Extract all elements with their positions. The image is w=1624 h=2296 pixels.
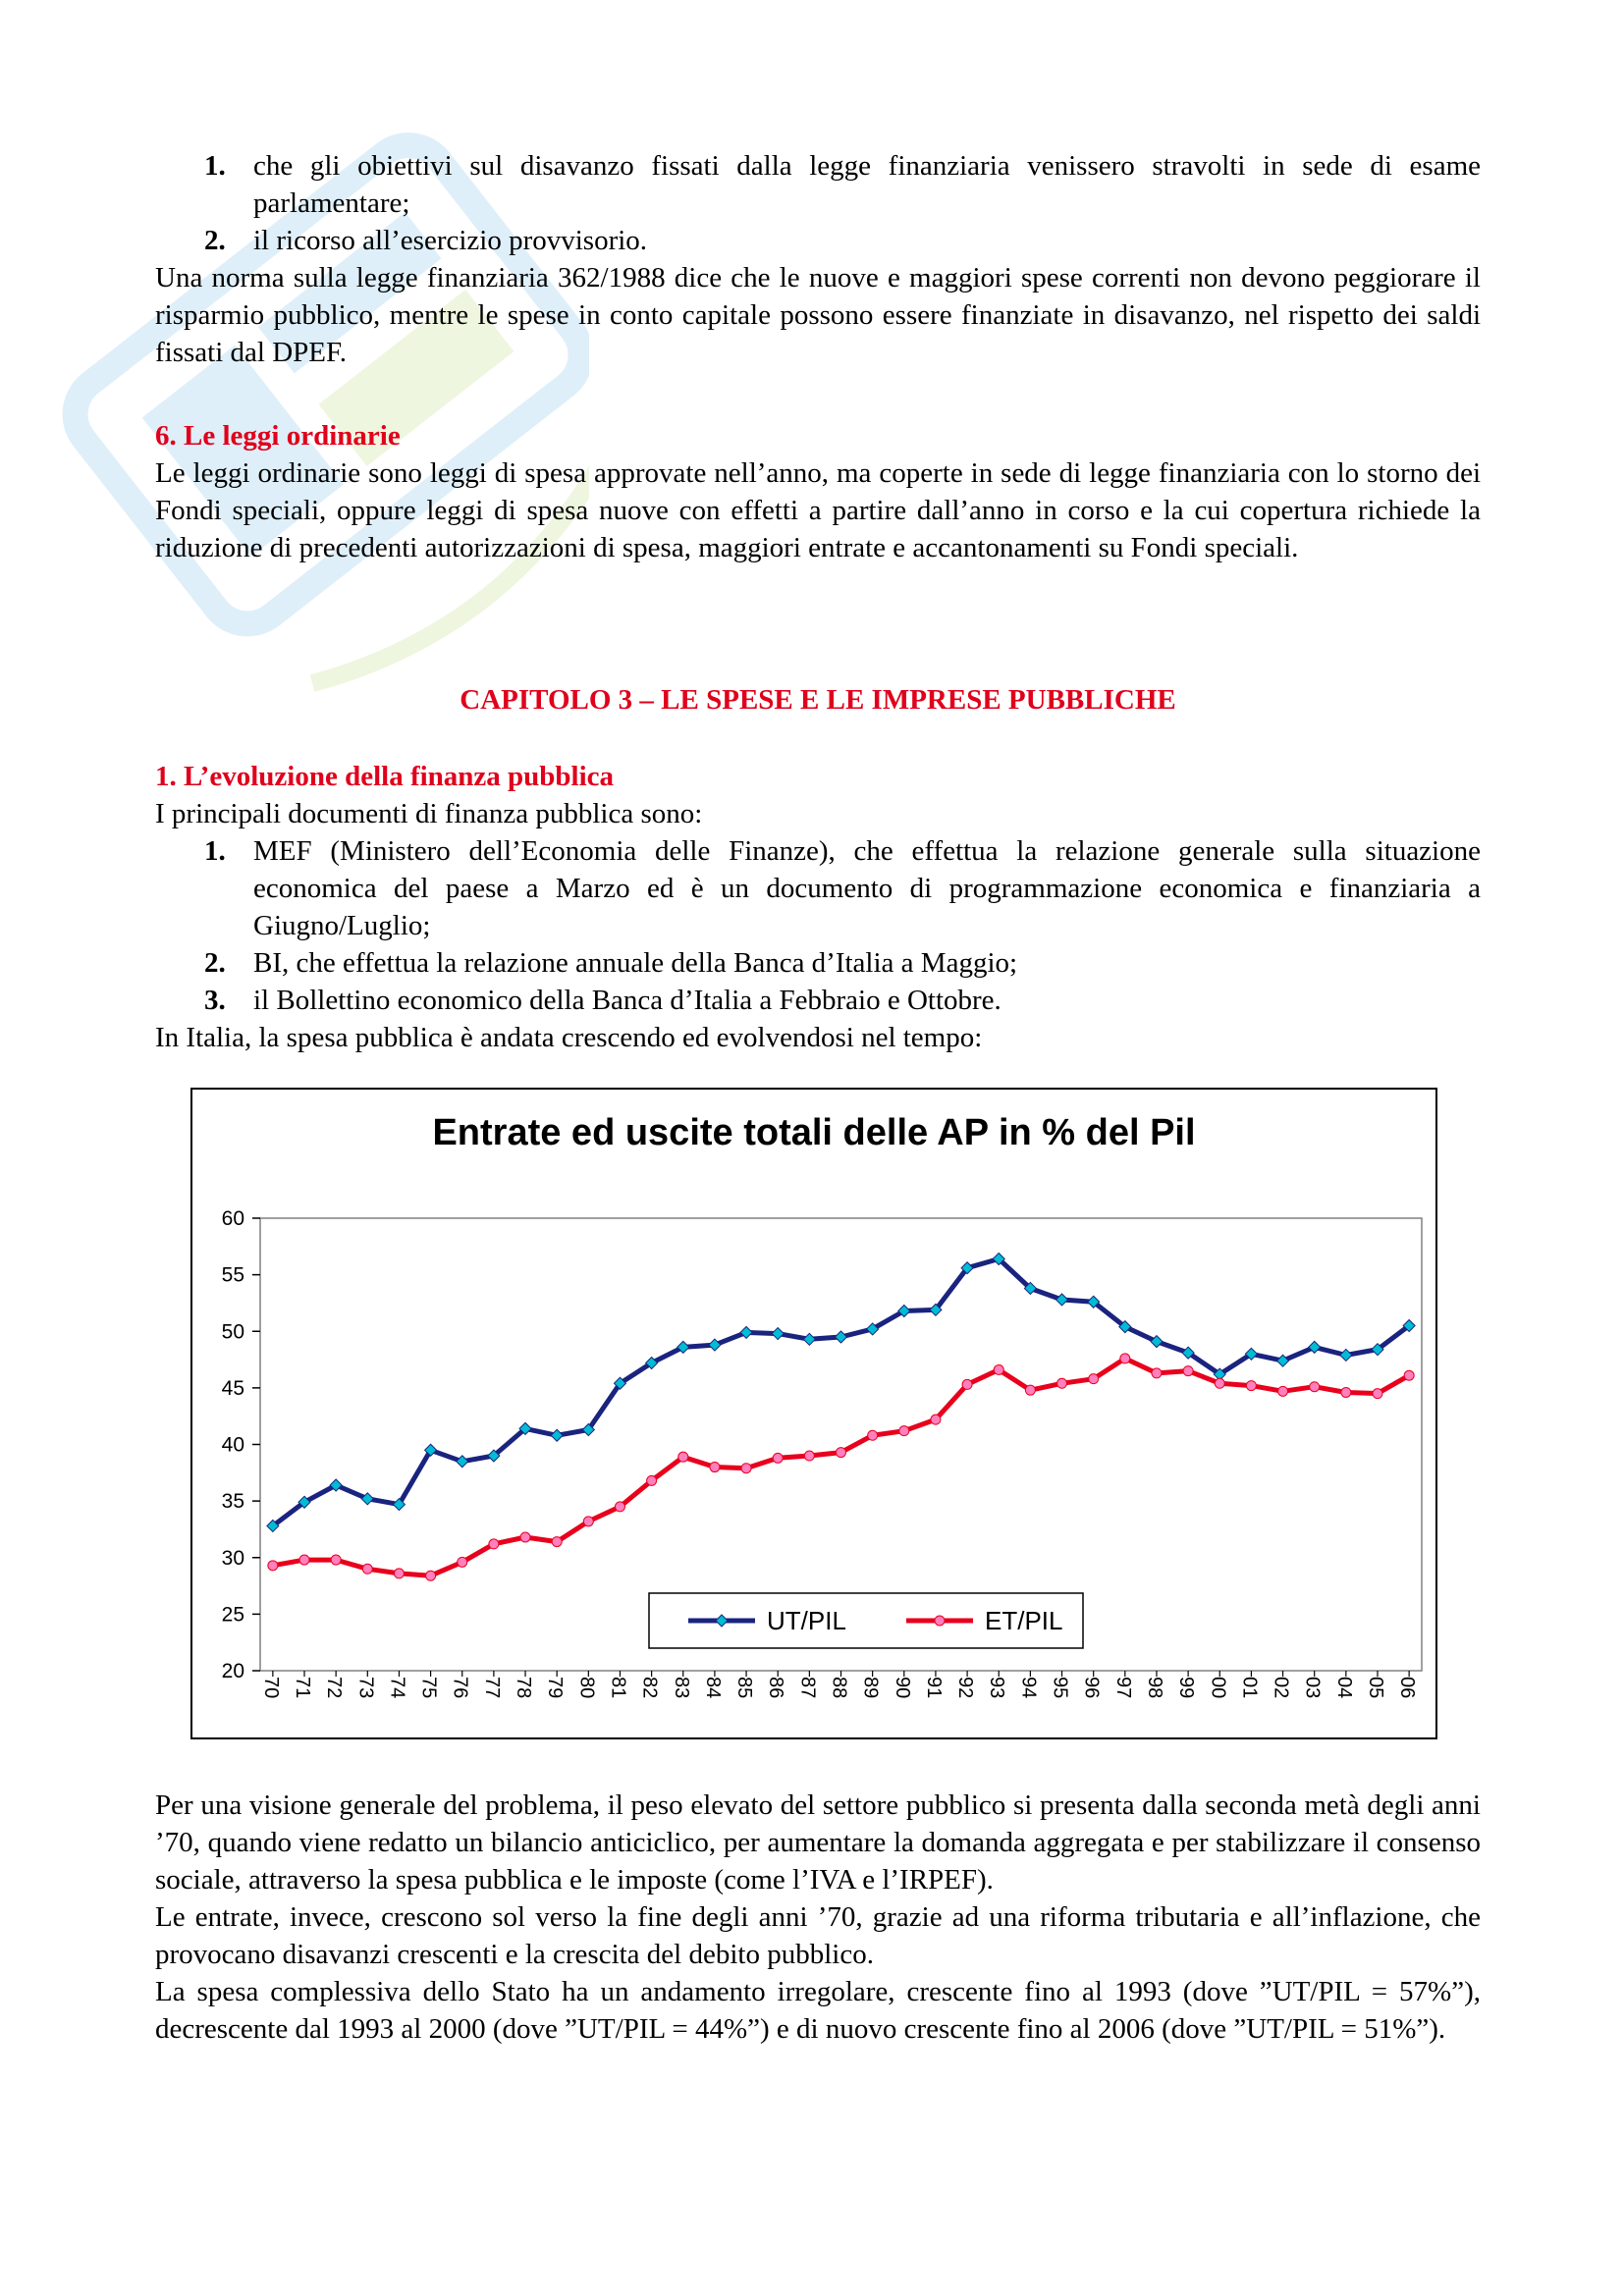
data-point-et-pil xyxy=(962,1379,972,1389)
x-tick-label: 71 xyxy=(292,1677,314,1699)
closing-paragraph: Per una visione generale del problema, il peso elevato del settore pubblico si presenta dalla seconda metà degli anni ’70, quando viene redatto un bilancio anticiclico, per aumentare la domanda aggregata e per stabilizzare il consenso sociale, attraverso la spesa pubblica e le imposte (come l’IVA e l’IRPEF). xyxy=(155,1789,1481,1896)
list-item xyxy=(155,222,1481,259)
x-tick-label: 87 xyxy=(796,1677,819,1699)
data-point-et-pil xyxy=(931,1415,941,1424)
closing-paragraph: La spesa complessiva dello Stato ha un andamento irregolare, crescente fino al 1993 (dove ”UT/PIL = 57%”), decrescente dal 1993 al 2000 (dove ”UT/PIL = 44%”) e di nuovo crescente fino al 2006 (dove ”UT/PIL = 51%”). xyxy=(155,1976,1481,2045)
x-tick-label: 77 xyxy=(480,1677,503,1699)
data-point-et-pil xyxy=(837,1448,846,1458)
series-line-ut-pil xyxy=(273,1259,1409,1526)
legend-label: ET/PIL xyxy=(985,1606,1063,1635)
data-point-et-pil xyxy=(268,1561,278,1571)
list-number: 2. xyxy=(204,947,226,979)
data-point-et-pil xyxy=(773,1453,783,1463)
x-tick-label: 01 xyxy=(1238,1677,1261,1699)
x-tick-label: 03 xyxy=(1301,1677,1324,1699)
x-tick-label: 83 xyxy=(670,1677,692,1699)
section-evoluzione xyxy=(155,758,1481,1056)
section-leggi-ordinarie xyxy=(155,417,1481,566)
data-point-et-pil xyxy=(1057,1378,1067,1388)
x-tick-label: 80 xyxy=(575,1677,598,1699)
list-item xyxy=(155,147,1481,222)
data-point-et-pil xyxy=(426,1571,436,1580)
data-point-ut-pil xyxy=(772,1328,784,1340)
data-point-et-pil xyxy=(520,1532,530,1542)
section-intro: I principali documenti di finanza pubblica sono: xyxy=(155,798,703,829)
x-tick-label: 88 xyxy=(828,1677,850,1699)
data-point-ut-pil xyxy=(836,1331,847,1343)
data-point-et-pil xyxy=(868,1430,878,1440)
closing-paragraph: Le entrate, invece, crescono sol verso la fine degli anni ’70, grazie ad una riforma tributaria e all’inflazione, che provocano disavanzi crescenti e la crescita del debito pubblico. xyxy=(155,1901,1481,1970)
x-tick-label: 81 xyxy=(607,1677,629,1699)
x-tick-label: 78 xyxy=(513,1677,535,1699)
data-point-ut-pil xyxy=(457,1456,468,1468)
data-point-et-pil xyxy=(710,1463,720,1472)
data-point-et-pil xyxy=(583,1517,593,1526)
data-point-et-pil xyxy=(489,1539,499,1549)
data-point-ut-pil xyxy=(551,1429,563,1441)
x-tick-label: 72 xyxy=(323,1677,346,1699)
y-tick-label: 55 xyxy=(221,1263,244,1287)
closing-block xyxy=(155,1787,1481,2048)
list-item xyxy=(155,944,1481,982)
x-tick-label: 74 xyxy=(386,1677,408,1699)
x-tick-label: 95 xyxy=(1049,1677,1071,1699)
x-tick-label: 06 xyxy=(1396,1677,1419,1699)
x-tick-label: 75 xyxy=(417,1677,440,1699)
chapter-title-block xyxy=(155,681,1481,719)
data-point-ut-pil xyxy=(1056,1294,1068,1306)
data-point-et-pil xyxy=(804,1451,814,1461)
data-point-et-pil xyxy=(299,1555,309,1565)
list-text: il ricorso all’esercizio provvisorio. xyxy=(253,225,648,256)
x-tick-label: 82 xyxy=(638,1677,661,1699)
data-point-et-pil xyxy=(1215,1378,1224,1388)
x-tick-label: 05 xyxy=(1364,1677,1386,1699)
x-tick-label: 90 xyxy=(891,1677,913,1699)
series-line-et-pil xyxy=(273,1359,1409,1575)
x-tick-label: 97 xyxy=(1111,1677,1134,1699)
x-tick-label: 86 xyxy=(765,1677,787,1699)
x-tick-label: 94 xyxy=(1017,1677,1040,1699)
x-tick-label: 04 xyxy=(1332,1677,1355,1699)
section-paragraph: Le leggi ordinarie sono leggi di spesa approvate nell’anno, ma coperte in sede di legge finanziaria con lo storno dei Fondi speciali, oppure leggi di spesa nuove con effetti a partire dall’anno in corso e la cui copertura richiede la riduzione di precedenti autorizzazioni di spesa, maggiori entrate e accantonamenti su Fondi speciali. xyxy=(155,457,1481,563)
data-point-et-pil xyxy=(1278,1386,1288,1396)
y-tick-label: 60 xyxy=(221,1207,244,1230)
x-tick-label: 79 xyxy=(544,1677,567,1699)
y-tick-label: 25 xyxy=(221,1603,244,1627)
list-text: il Bollettino economico della Banca d’Italia a Febbraio e Ottobre. xyxy=(253,985,1001,1016)
legend-label: UT/PIL xyxy=(767,1606,846,1635)
y-tick-label: 20 xyxy=(221,1660,244,1682)
data-point-et-pil xyxy=(1152,1368,1162,1378)
data-point-et-pil xyxy=(1025,1385,1035,1395)
list-number: 3. xyxy=(204,985,226,1016)
data-point-ut-pil xyxy=(1340,1349,1352,1361)
section-heading: 1. L’evoluzione della finanza pubblica xyxy=(155,761,615,792)
x-tick-label: 73 xyxy=(354,1677,377,1699)
list-number: 2. xyxy=(204,225,226,256)
list-text: che gli obiettivi sul disavanzo fissati dalla legge finanziaria venissero stravolti in sede di esame parlamentare; xyxy=(253,150,1481,219)
x-tick-label: 02 xyxy=(1270,1677,1292,1699)
x-tick-label: 00 xyxy=(1207,1677,1229,1699)
x-tick-label: 84 xyxy=(701,1677,724,1699)
data-point-et-pil xyxy=(1246,1381,1256,1391)
x-tick-label: 85 xyxy=(733,1677,756,1699)
y-tick-label: 40 xyxy=(221,1433,244,1457)
data-point-et-pil xyxy=(647,1475,657,1485)
data-point-et-pil xyxy=(994,1364,1003,1374)
x-tick-label: 76 xyxy=(449,1677,471,1699)
chart-title: Entrate ed uscite totali delle AP in % del Pil xyxy=(432,1112,1196,1153)
list-item xyxy=(155,982,1481,1019)
data-point-et-pil xyxy=(1373,1389,1382,1399)
y-tick-label: 45 xyxy=(221,1376,244,1400)
y-tick-label: 50 xyxy=(221,1320,244,1344)
documents-list xyxy=(155,832,1481,1019)
x-tick-label: 93 xyxy=(986,1677,1008,1699)
x-tick-label: 99 xyxy=(1175,1677,1198,1699)
list-number: 1. xyxy=(204,835,226,867)
chapter-title: CAPITOLO 3 – LE SPESE E LE IMPRESE PUBBLICHE xyxy=(460,684,1176,716)
y-tick-label: 30 xyxy=(221,1546,244,1570)
list-item xyxy=(155,832,1481,944)
data-point-et-pil xyxy=(458,1557,467,1567)
list-text: MEF (Ministero dell’Economia delle Finanze), che effettua la relazione generale sulla situazione economica del paese a Marzo ed è un documento di programmazione economica e finanziaria a Giugno/Luglio; xyxy=(253,835,1481,941)
data-point-et-pil xyxy=(552,1537,562,1547)
data-point-et-pil xyxy=(1183,1366,1193,1376)
list-number: 1. xyxy=(204,150,226,182)
data-point-et-pil xyxy=(615,1502,624,1512)
line-chart xyxy=(192,1090,1435,1737)
section-after: In Italia, la spesa pubblica è andata crescendo ed evolvendosi nel tempo: xyxy=(155,1022,983,1053)
x-tick-label: 92 xyxy=(954,1677,977,1699)
x-tick-label: 91 xyxy=(922,1677,945,1699)
data-point-et-pil xyxy=(1120,1354,1130,1363)
y-tick-label: 35 xyxy=(221,1490,244,1514)
data-point-et-pil xyxy=(741,1464,751,1473)
data-point-et-pil xyxy=(1341,1387,1351,1397)
x-tick-label: 98 xyxy=(1143,1677,1165,1699)
x-tick-label: 96 xyxy=(1080,1677,1103,1699)
data-point-ut-pil xyxy=(803,1333,815,1345)
data-point-et-pil xyxy=(1310,1382,1320,1392)
watermark-logo xyxy=(39,29,589,736)
x-tick-label: 70 xyxy=(259,1677,282,1699)
chart-frame xyxy=(190,1088,1437,1739)
x-tick-label: 89 xyxy=(859,1677,882,1699)
list-text: BI, che effettua la relazione annuale della Banca d’Italia a Maggio; xyxy=(253,947,1018,979)
paragraph-legge-finanziaria: Una norma sulla legge finanziaria 362/1988 dice che le nuove e maggiori spese correnti non devono peggiorare il risparmio pubblico, mentre le spese in conto capitale possono essere finanziate in disavanzo, nel rispetto dei saldi fissati dal DPEF. xyxy=(155,262,1481,368)
data-point-et-pil xyxy=(1404,1370,1414,1380)
data-point-et-pil xyxy=(1089,1374,1099,1384)
data-point-et-pil xyxy=(331,1555,341,1565)
top-list-block xyxy=(155,147,1481,371)
data-point-et-pil xyxy=(362,1564,372,1574)
top-list xyxy=(155,147,1481,259)
data-point-et-pil xyxy=(394,1569,404,1578)
legend-marker xyxy=(935,1616,945,1626)
section-heading: 6. Le leggi ordinarie xyxy=(155,420,401,452)
data-point-et-pil xyxy=(899,1426,909,1436)
data-point-et-pil xyxy=(678,1452,688,1462)
